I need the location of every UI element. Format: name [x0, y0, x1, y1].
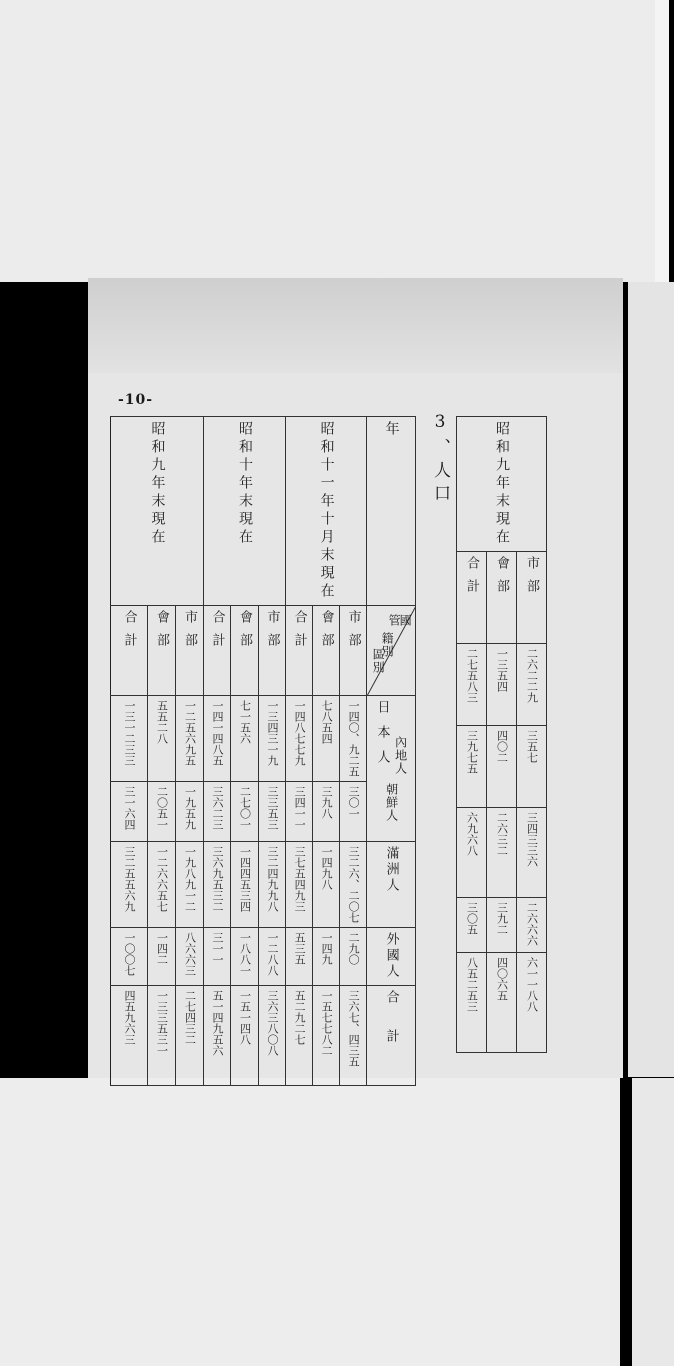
table-cell: 三六三八〇八	[259, 986, 286, 1086]
table-cell: 三六二三	[204, 782, 231, 842]
table-cell: 三一一	[204, 928, 231, 986]
table-cell: 三七五四九三	[286, 842, 313, 928]
table-cell: 一四四五三四	[231, 842, 259, 928]
row-label: 合計	[286, 606, 313, 696]
diag-label-top: 國	[398, 614, 413, 627]
group-header-showa10: 昭和十年末現在	[204, 417, 286, 606]
row-label: 合計	[111, 606, 148, 696]
table-cell: 三六九五三二	[204, 842, 231, 928]
row-label: 市部	[517, 552, 547, 644]
table-cell: 一四九八	[313, 842, 340, 928]
column-label-foreign: 外國人	[367, 928, 416, 986]
row-label: 合計	[204, 606, 231, 696]
column-label-japanese: 日本人 內地人 朝鮮人	[367, 696, 416, 842]
upper-paper	[0, 0, 655, 282]
table-cell: 三三五三	[259, 782, 286, 842]
row-label: 市部	[176, 606, 204, 696]
column-label-manchurian: 滿洲人	[367, 842, 416, 928]
adjacent-page	[628, 282, 674, 1077]
table-cell: 四五九六三	[111, 986, 148, 1086]
table-cell: 四〇二	[487, 726, 517, 808]
side-population-table	[456, 416, 547, 1053]
table-cell: 三四一一	[286, 782, 313, 842]
table-cell: 二九〇	[340, 928, 367, 986]
column-label-total: 合計	[367, 986, 416, 1086]
section-title: 3、人口	[430, 412, 450, 507]
page-shadow	[88, 278, 623, 373]
diag-label-bottom2: 區別	[371, 648, 386, 674]
table-cell: 二六三二	[487, 808, 517, 898]
table-cell: 六九六八	[457, 808, 487, 898]
table-cell: 一二八八	[259, 928, 286, 986]
table-cell: 一四二	[148, 928, 176, 986]
table-cell: 四〇六五	[487, 953, 517, 1053]
row-label: 會部	[487, 552, 517, 644]
diag-label-bottom: 管	[387, 614, 402, 627]
row-label: 市部	[259, 606, 286, 696]
table-cell: 三九二	[487, 898, 517, 953]
table-cell: 三五七	[517, 726, 547, 808]
page-number: -10-	[118, 392, 154, 408]
row-label: 會部	[148, 606, 176, 696]
table-cell: 二六二二九	[517, 644, 547, 726]
table-cell: 五一四九五六	[204, 986, 231, 1086]
table-cell: 一五一四八	[231, 986, 259, 1086]
table-cell: 三六七、四三五	[340, 986, 367, 1086]
row-label: 會部	[231, 606, 259, 696]
table-cell: 一八八一	[231, 928, 259, 986]
table-cell: 一〇〇七	[111, 928, 148, 986]
table-cell: 一三一二三三	[111, 696, 148, 782]
side-table-title: 昭和九年末現在	[457, 417, 547, 552]
upper-edge-strip	[655, 0, 669, 282]
table-cell: 三二六、二〇七	[340, 842, 367, 928]
table-cell: 一九五九	[176, 782, 204, 842]
table-cell: 三〇五	[457, 898, 487, 953]
population-table	[110, 416, 416, 1086]
table-cell: 五二九二七	[286, 986, 313, 1086]
table-cell: 七八五四	[313, 696, 340, 782]
group-header-showa11: 昭和十一年十月末現在	[286, 417, 367, 606]
table-cell: 一二五六九五	[176, 696, 204, 782]
row-label: 合計	[457, 552, 487, 644]
year-header: 年	[367, 417, 416, 606]
table-cell: 一二六六五七	[148, 842, 176, 928]
table-cell: 三一六四	[111, 782, 148, 842]
table-cell: 二〇五一	[148, 782, 176, 842]
table-cell: 八五二五三	[457, 953, 487, 1053]
table-cell: 二七〇一	[231, 782, 259, 842]
table-cell: 一三四三一九	[259, 696, 286, 782]
table-cell: 三四三三六	[517, 808, 547, 898]
lower-paper	[0, 1078, 620, 1366]
lower-adjacent-page	[632, 1078, 674, 1366]
table-cell: 三〇一	[340, 782, 367, 842]
group-header-showa9: 昭和九年末現在	[111, 417, 204, 606]
table-cell: 六一一八八	[517, 953, 547, 1053]
table-cell: 七一五六	[231, 696, 259, 782]
table-cell: 一四九	[313, 928, 340, 986]
table-cell: 一三五四	[487, 644, 517, 726]
diag-label-top2: 籍別	[380, 632, 395, 658]
table-cell: 一四一四八五	[204, 696, 231, 782]
diagonal-header	[367, 606, 416, 696]
table-cell: 三九八	[313, 782, 340, 842]
table-cell: 一三三五三一	[148, 986, 176, 1086]
table-cell: 二七四三二	[176, 986, 204, 1086]
table-cell: 五五二八	[148, 696, 176, 782]
table-cell: 一四八七七九	[286, 696, 313, 782]
row-label: 會部	[313, 606, 340, 696]
table-cell: 八六六三	[176, 928, 204, 986]
table-cell: 一九八九一二	[176, 842, 204, 928]
table-cell: 三二五五六九	[111, 842, 148, 928]
table-cell: 一四〇、九二五	[340, 696, 367, 782]
table-cell: 一五七七八二	[313, 986, 340, 1086]
row-label: 市部	[340, 606, 367, 696]
table-cell: 二六六六	[517, 898, 547, 953]
table-cell: 二七五八三	[457, 644, 487, 726]
table-cell: 三二四九九八	[259, 842, 286, 928]
table-cell: 五三五	[286, 928, 313, 986]
table-cell: 三九七五	[457, 726, 487, 808]
